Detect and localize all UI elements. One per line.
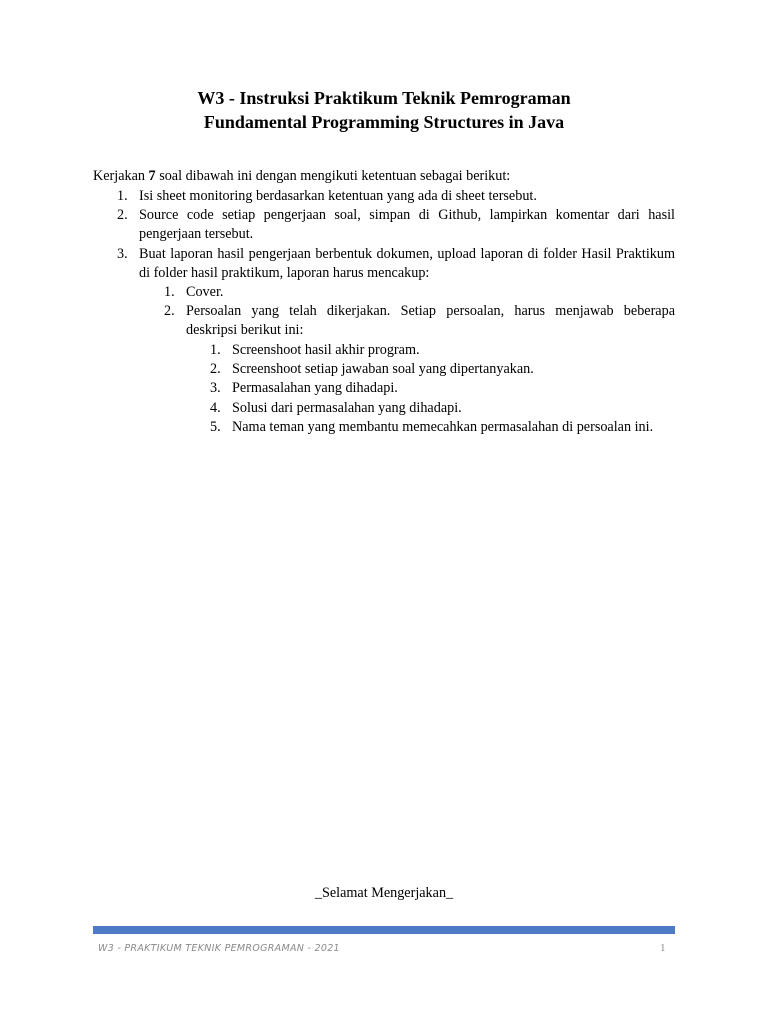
description-item	[210, 399, 675, 418]
page-number: 1	[660, 942, 666, 954]
report-item-text: Persoalan yang telah dikerjakan. Setiap persoalan, harus menjawab beberapa deskripsi berikut ini:	[186, 303, 675, 339]
description-item-number: 5.	[210, 418, 221, 435]
description-item-number: 1.	[210, 342, 221, 358]
description-item-text: Screenshoot hasil akhir program.	[232, 342, 420, 358]
report-item-number: 2.	[164, 303, 175, 320]
intro-prefix: Kerjakan	[93, 168, 149, 184]
closing-text: _Selamat Mengerjakan_	[314, 885, 454, 901]
description-item	[210, 341, 675, 360]
description-item-text: Permasalahan yang dihadapi.	[232, 380, 398, 397]
description-item	[210, 360, 675, 379]
footer-text: W3 - PRAKTIKUM TEKNIK PEMROGRAMAN - 2021	[98, 943, 340, 954]
description-item-text: Nama teman yang membantu memecahkan permasalahan di persoalan ini.	[232, 418, 654, 435]
description-item-text: Screenshoot setiap jawaban soal yang dipertanyakan.	[232, 361, 534, 378]
intro-suffix: soal dibawah ini dengan mengikuti ketentuan sebagai berikut:	[155, 168, 511, 184]
instruction-number: 3.	[117, 245, 128, 262]
instruction-text: Isi sheet monitoring berdasarkan ketentuan yang ada di sheet tersebut.	[139, 188, 537, 204]
report-item	[164, 283, 675, 302]
description-item-number: 3.	[210, 380, 221, 397]
description-item	[210, 379, 675, 398]
report-item-number: 1.	[164, 284, 175, 300]
instruction-item	[117, 206, 675, 244]
report-contents-list	[164, 283, 675, 341]
document-title-line-1: W3 - Instruksi Praktikum Teknik Pemrograman	[197, 88, 571, 108]
report-item	[164, 302, 675, 340]
instruction-item	[117, 245, 675, 283]
instruction-number: 1.	[117, 188, 128, 204]
document-title-line-2: Fundamental Programming Structures in Java	[203, 112, 565, 132]
instruction-text: Source code setiap pengerjaan soal, simpan di Github, lampirkan komentar dari hasil pengerjaan tersebut.	[139, 207, 675, 243]
description-item-number: 2.	[210, 361, 221, 378]
intro-paragraph	[93, 167, 510, 186]
report-item-text: Cover.	[186, 284, 224, 300]
instruction-list	[117, 187, 675, 283]
instruction-text: Buat laporan hasil pengerjaan berbentuk dokumen, upload laporan di folder Hasil Praktikum di folder hasil praktikum, laporan harus mencakup:	[139, 245, 675, 281]
instruction-item	[117, 187, 675, 206]
description-item	[210, 418, 675, 437]
instruction-number: 2.	[117, 207, 128, 224]
description-item-text: Solusi dari permasalahan yang dihadapi.	[232, 399, 462, 416]
description-item-number: 4.	[210, 399, 221, 416]
footer-rule	[93, 926, 675, 934]
description-list	[210, 341, 675, 437]
intro-count: 7	[148, 168, 156, 184]
